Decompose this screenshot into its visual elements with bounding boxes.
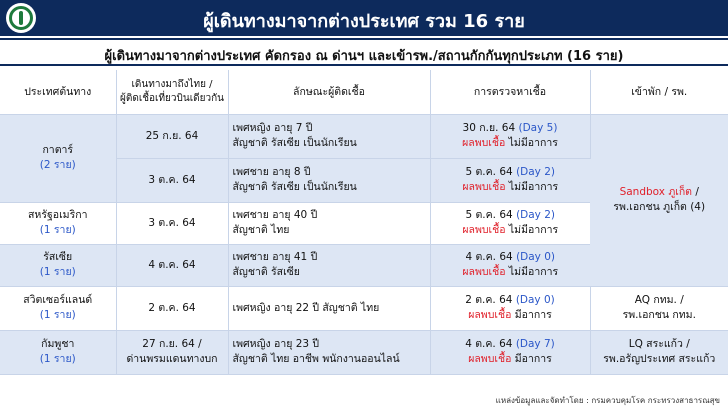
result-found: ผลพบเชื้อ [462,224,506,236]
country-count: (1 ราย) [39,224,76,236]
traits-cell [228,244,430,286]
country-name: สหรัฐอเมริกา [28,209,88,221]
stay-line: รพ.อรัญประเทศ สระแก้ว [603,353,716,365]
stay-cell-sandbox [590,114,728,286]
trait-line: สัญชาติ ไทย อาชีพ พนักงานออนไลน์ [232,353,400,365]
test-day: (Day 0) [515,294,555,306]
source-footer: แหล่งข้อมูลและจัดทำโดย : กรมควบคุมโรค กระทรวงสาธารณสุข [495,396,720,405]
col-header-arrival [116,70,228,114]
test-day: (Day 2) [516,166,556,178]
col-header-arrival-line1: เดินทางมาถึงไทย / [131,78,213,90]
traits-cell [228,286,430,330]
test-day: (Day 0) [516,251,556,263]
test-day: (Day 5) [518,122,558,134]
country-count: (1 ราย) [39,266,76,278]
sandbox-label: Sandbox ภูเก็ต [619,186,693,198]
symptom: มีอาการ [514,353,552,365]
table-row [0,114,728,158]
country-count: (1 ราย) [39,309,76,321]
result-found: ผลพบเชื้อ [468,309,512,321]
country-name: กัมพูชา [41,338,75,350]
test-cell [430,202,590,244]
test-day: (Day 7) [515,338,555,350]
table-row [0,330,728,374]
trait-line: เพศหญิง อายุ 22 ปี สัญชาติ ไทย [232,301,380,314]
stay-line: LQ สระแก้ว / [628,338,690,350]
symptom: มีอาการ [514,309,552,321]
test-date: 5 ต.ค. 64 [465,166,513,178]
page-title: ผู้เดินทางมาจากต่างประเทศ รวม 16 ราย [203,11,525,32]
test-date: 2 ต.ค. 64 [465,294,513,306]
test-date: 4 ต.ค. 64 [465,338,513,350]
arrival-date: 2 ต.ค. 64 [116,286,228,330]
arrival-date [116,330,228,374]
country-cell [0,286,116,330]
arrival-date-line: ด่านพรมแดนทางบก [126,353,218,365]
trait-line: สัญชาติ รัสเซีย [232,266,300,278]
test-date: 4 ต.ค. 64 [465,251,513,263]
col-header-stay: เข้าพัก / รพ. [590,70,728,114]
test-cell [430,114,590,158]
title-bar [0,0,728,36]
sandbox-slash: / [692,186,699,198]
test-date: 30 ก.ย. 64 [462,122,516,134]
country-cell [0,330,116,374]
arrival-date: 3 ต.ค. 64 [116,202,228,244]
test-cell [430,286,590,330]
test-day: (Day 2) [516,209,556,221]
table-row [0,286,728,330]
trait-line: เพศชาย อายุ 41 ปี [232,251,318,263]
result-found: ผลพบเชื้อ [462,137,506,149]
stay-line: AQ กทม. / [634,294,684,306]
traits-cell [228,330,430,374]
test-cell [430,330,590,374]
trait-line: สัญชาติ รัสเซีย เป็นนักเรียน [232,181,357,193]
stay-line: รพ.เอกชน กทม. [622,309,696,321]
country-count: (1 ราย) [39,353,76,365]
country-cell [0,202,116,244]
table-header-row [0,70,728,114]
stay-cell [590,330,728,374]
symptom: ไม่มีอาการ [508,137,558,149]
result-found: ผลพบเชื้อ [468,353,512,365]
col-header-traits: ลักษณะผู้ติดเชื้อ [228,70,430,114]
country-cell [0,244,116,286]
trait-line: เพศชาย อายุ 40 ปี [232,209,318,221]
sandbox-hospital: รพ.เอกชน ภูเก็ต (4) [613,201,706,213]
stay-cell [590,286,728,330]
test-cell [430,158,590,202]
travelers-table [0,70,728,375]
traits-cell [228,158,430,202]
col-header-test: การตรวจหาเชื้อ [430,70,590,114]
country-name: รัสเซีย [43,251,73,263]
symptom: ไม่มีอาการ [508,181,559,193]
arrival-date: 4 ต.ค. 64 [116,244,228,286]
country-cell [0,114,116,202]
subtitle-bar [0,38,728,66]
symptom: ไม่มีอาการ [508,224,559,236]
test-date: 5 ต.ค. 64 [465,209,513,221]
trait-line: เพศหญิง อายุ 23 ปี [232,338,320,350]
arrival-date: 25 ก.ย. 64 [116,114,228,158]
col-header-country: ประเทศต้นทาง [0,70,116,114]
traits-cell [228,114,430,158]
trait-line: สัญชาติ รัสเซีย เป็นนักเรียน [232,137,357,149]
result-found: ผลพบเชื้อ [462,266,506,278]
arrival-date-line: 27 ก.ย. 64 / [142,338,202,350]
trait-line: เพศชาย อายุ 8 ปี [232,166,311,178]
country-name: กาตาร์ [42,144,74,156]
test-cell [430,244,590,286]
col-header-arrival-line2: ผู้ติดเชื้อเที่ยวบินเดียวกัน [119,92,224,104]
trait-line: เพศหญิง อายุ 7 ปี [232,122,313,134]
trait-line: สัญชาติ ไทย [232,224,290,236]
arrival-date: 3 ต.ค. 64 [116,158,228,202]
country-name: สวิตเซอร์แลนด์ [23,294,93,306]
page-subtitle: ผู้เดินทางมาจากต่างประเทศ คัดกรอง ณ ด่านฯ และเข้ารพ./สถานกักกันทุกประเภท (16 ราย) [104,49,624,64]
result-found: ผลพบเชื้อ [462,181,506,193]
symptom: ไม่มีอาการ [508,266,559,278]
traits-cell [228,202,430,244]
country-count: (2 ราย) [39,159,76,171]
